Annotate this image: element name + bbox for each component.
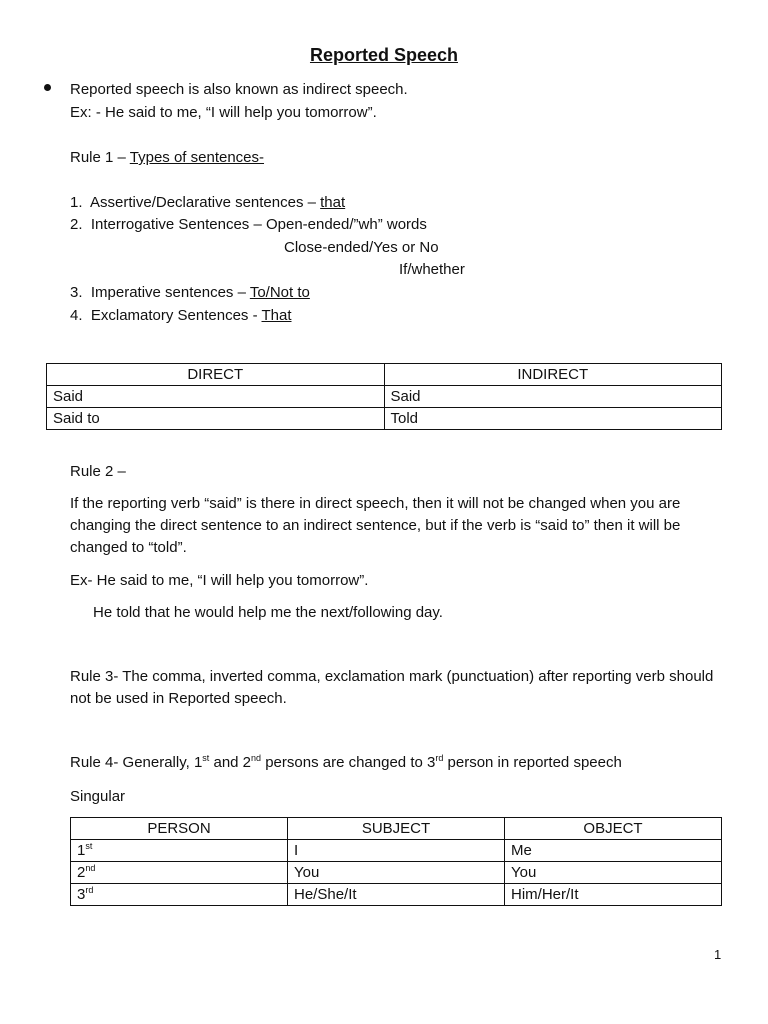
table-cell: Me <box>505 840 722 862</box>
rule1-item-1 <box>70 193 345 213</box>
ordinal-suffix: st <box>202 753 210 763</box>
rule3-body: Rule 3- The comma, inverted comma, exclamation mark (punctuation) after reporting verb should not be used in Reported speech. <box>70 668 714 707</box>
table-row <box>71 862 722 884</box>
intro-example: Ex: - He said to me, “I will help you tomorrow”. <box>70 104 377 121</box>
item-keyword: that <box>320 194 346 211</box>
table-header-cell: OBJECT <box>505 818 722 840</box>
rule4-text: and 2 <box>209 754 252 771</box>
ordinal-suffix: rd <box>85 884 94 895</box>
rule1-item-2-line-2: Close-ended/Yes or No <box>284 239 439 256</box>
table-cell: Said to <box>47 408 385 430</box>
table-header-row <box>47 364 722 386</box>
rule1-title: Types of sentences- <box>129 149 265 166</box>
rule1-item-3 <box>70 283 310 303</box>
rule4-text: persons are changed to 3 <box>261 754 436 771</box>
table-cell: You <box>288 862 505 884</box>
table-cell <box>71 840 288 862</box>
table-cell: I <box>288 840 505 862</box>
table-row <box>47 408 722 430</box>
table-cell <box>71 884 288 906</box>
item-text: Interrogative Sentences – Open-ended/”wh” words <box>90 216 427 233</box>
ordinal-suffix: nd <box>251 753 262 763</box>
list-number: 4. <box>70 307 83 324</box>
rule1-prefix: Rule 1 – <box>70 149 130 166</box>
table-cell <box>71 862 288 884</box>
table-row <box>71 884 722 906</box>
rule4-heading <box>70 753 622 773</box>
rule1-item-2 <box>70 215 427 235</box>
table-row <box>47 386 722 408</box>
table-cell: Him/Her/It <box>505 884 722 906</box>
table-row <box>71 840 722 862</box>
ordinal-suffix: nd <box>85 862 96 873</box>
rule2-example-1: Ex- He said to me, “I will help you tomorrow”. <box>70 572 369 589</box>
person-table <box>70 817 722 906</box>
intro-line-1: Reported speech is also known as indirect speech. <box>70 81 408 98</box>
table-header-cell: SUBJECT <box>288 818 505 840</box>
table-header-row <box>71 818 722 840</box>
rule2-heading: Rule 2 – <box>70 463 126 480</box>
table-header-cell: DIRECT <box>47 364 385 386</box>
page-number: 1 <box>714 947 722 962</box>
rule1-item-2-line-3: If/whether <box>399 261 465 278</box>
table-cell: He/She/It <box>288 884 505 906</box>
table-cell: You <box>505 862 722 884</box>
ordinal-suffix: st <box>85 840 93 851</box>
person-number: 3 <box>77 885 86 903</box>
table-cell: Said <box>384 386 722 408</box>
rule4-text: person in reported speech <box>443 754 622 771</box>
page-title: Reported Speech <box>309 45 459 65</box>
table-header-cell: PERSON <box>71 818 288 840</box>
table-cell: Said <box>47 386 385 408</box>
rule1-item-4 <box>70 306 292 326</box>
rule1-heading <box>70 148 264 168</box>
singular-label: Singular <box>70 788 126 805</box>
person-number: 1 <box>77 841 86 859</box>
person-number: 2 <box>77 863 86 881</box>
list-number: 1. <box>70 194 83 211</box>
item-text: Assertive/Declarative sentences – <box>90 194 321 211</box>
rule2-example-2: He told that he would help me the next/following day. <box>93 604 443 621</box>
list-number: 2. <box>70 216 83 233</box>
item-text: Exclamatory Sentences - <box>90 307 262 324</box>
list-number: 3. <box>70 284 83 301</box>
direct-indirect-table <box>46 363 722 430</box>
rule2-body: If the reporting verb “said” is there in direct speech, then it will not be changed when you are changing the direct sentence to an indirect sentence, but if the verb is “said to” then it will be changed to “told”. <box>70 495 681 556</box>
item-text: Imperative sentences – <box>90 284 250 301</box>
ordinal-suffix: rd <box>435 753 444 763</box>
item-keyword: That <box>261 307 292 324</box>
bullet-icon <box>44 84 51 91</box>
item-keyword: To/Not to <box>249 284 310 301</box>
rule4-text: Rule 4- Generally, 1 <box>70 754 203 771</box>
table-cell: Told <box>384 408 722 430</box>
table-header-cell: INDIRECT <box>384 364 722 386</box>
